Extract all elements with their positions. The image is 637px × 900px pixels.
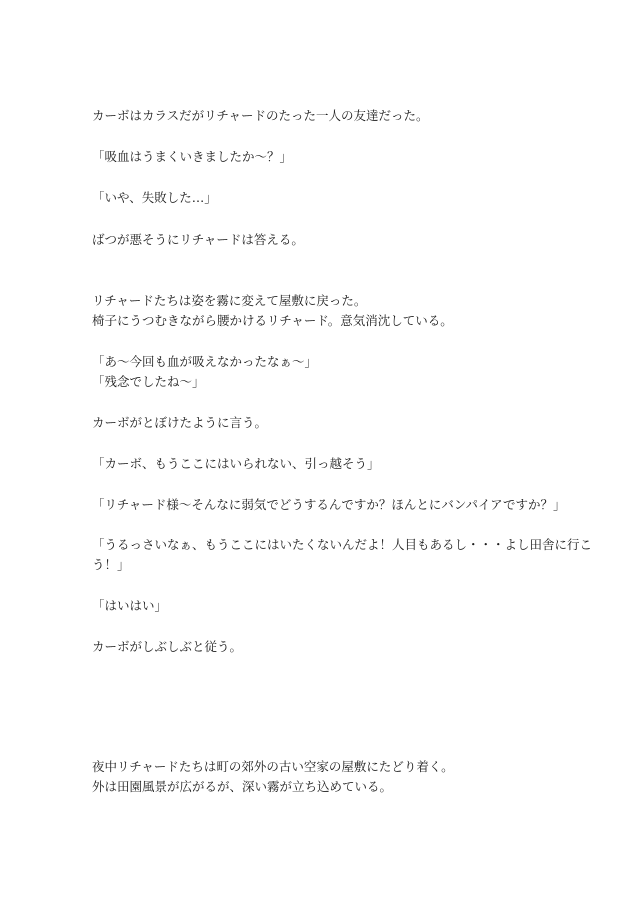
text-line: 「うるっさいなぁ、もうここにはいたくないんだよ！人目もあるし・・・よし田舎に行こ — [92, 537, 593, 552]
text-line: ばつが悪そうにリチャードは答える。 — [92, 232, 304, 247]
text-line: う！」 — [92, 557, 130, 572]
text-line: カーボがとぼけたように言う。 — [92, 415, 268, 430]
text-line: 「はいはい」 — [92, 598, 168, 613]
text-line: カーボがしぶしぶと従う。 — [92, 639, 243, 654]
text-line: 「リチャード様～そんなに弱気でどうするんですか？ほんとにバンパイアですか？」 — [92, 497, 566, 512]
text-line: 外は田園風景が広がるが、深い霧が立ち込めている。 — [92, 779, 393, 794]
text-line: 「いや、失敗した…」 — [92, 190, 217, 205]
text-line: 夜中リチャードたちは町の郊外の古い空家の屋敷にたどり着く。 — [92, 759, 454, 774]
text-line: 「吸血はうまくいきましたか～？」 — [92, 149, 293, 164]
text-line: リチャードたちは姿を霧に変えて屋敷に戻った。 — [92, 293, 367, 308]
text-line: 「カーボ、もうここにはいられない、引っ越そう」 — [92, 456, 380, 471]
text-line: 椅子にうつむきながら腰かけるリチャード。意気消沈している。 — [92, 313, 453, 328]
text-line: 「あ～今回も血が吸えなかったなぁ～」 — [92, 354, 318, 369]
text-line: カーボはカラスだがリチャードのたった一人の友達だった。 — [92, 108, 429, 123]
text-line: 「残念でしたね～」 — [92, 374, 205, 389]
